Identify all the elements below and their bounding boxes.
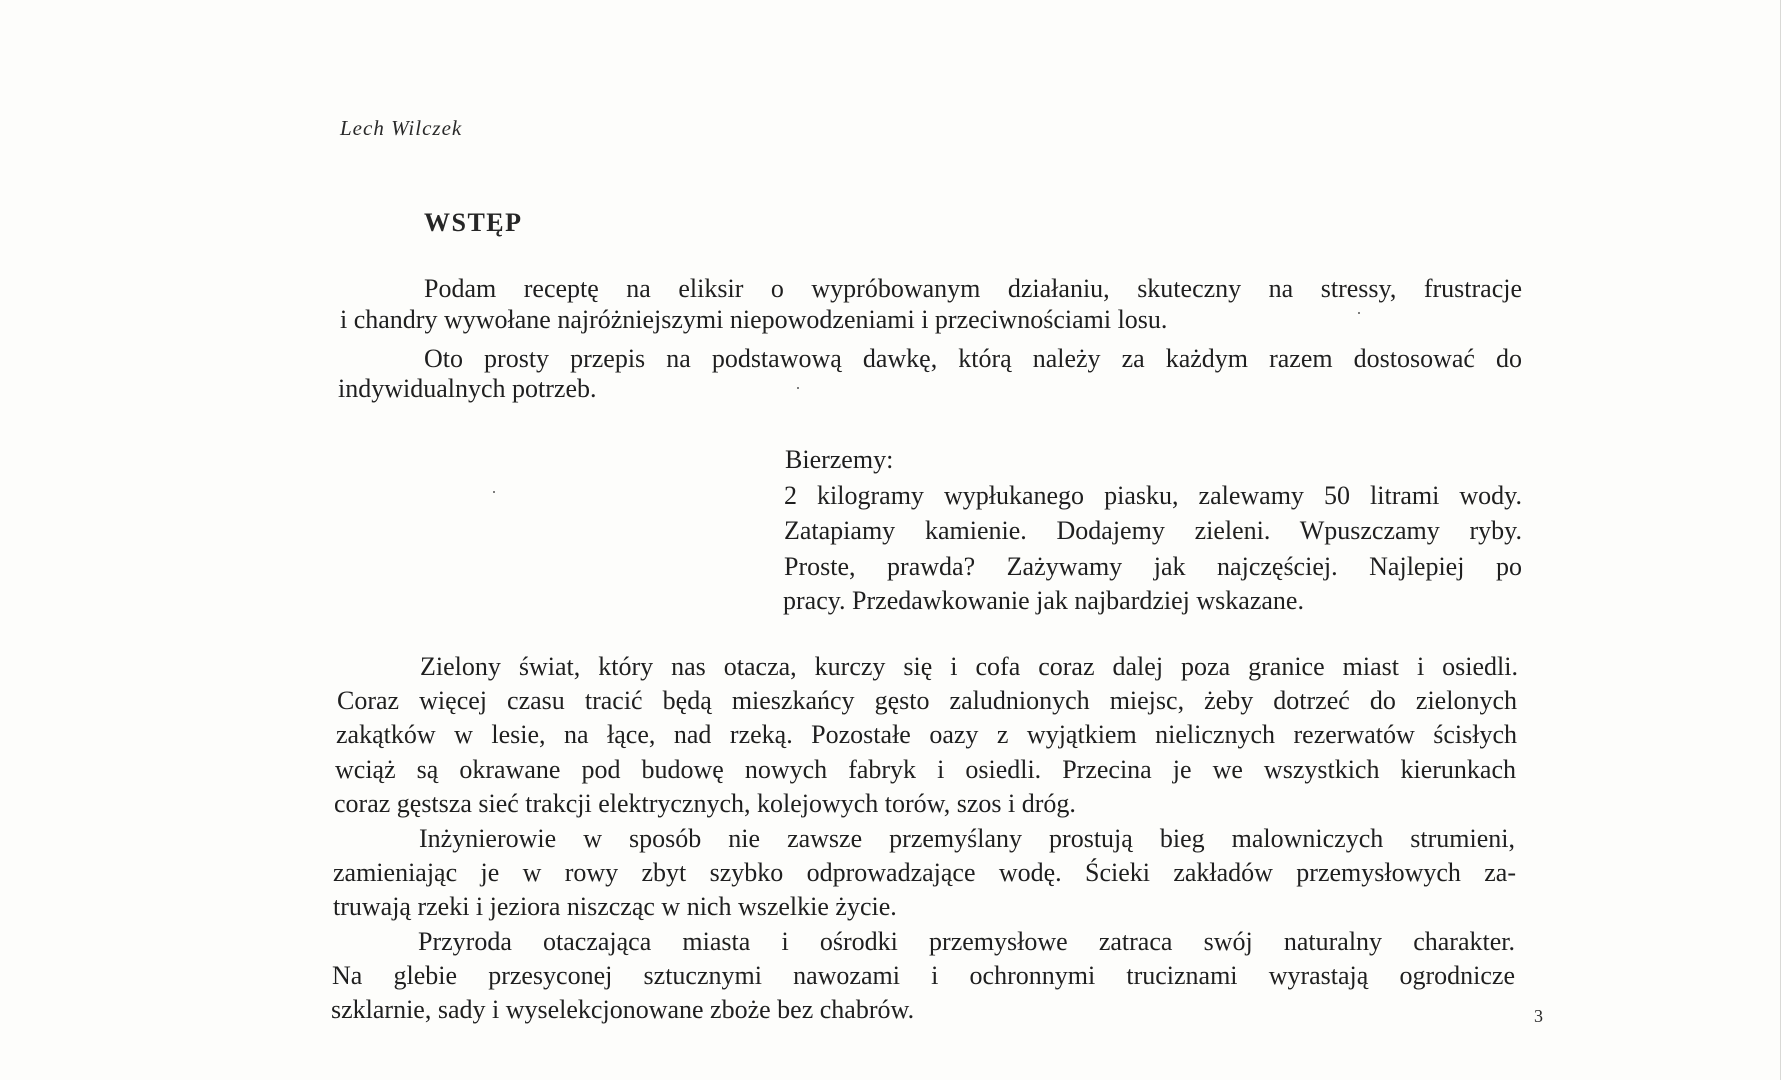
- running-header-author: Lech Wilczek: [340, 116, 463, 140]
- print-speck: [493, 491, 495, 493]
- body-line: Inżynierowie w sposób nie zawsze przemyślany prostują bieg malowniczych strumieni,: [419, 824, 1515, 853]
- intro-line: indywidualnych potrzeb.: [338, 374, 597, 403]
- chapter-heading: WSTĘP: [424, 208, 523, 237]
- body-line: Przyroda otaczająca miasta i ośrodki przemysłowe zatraca swój naturalny charakter.: [418, 927, 1515, 956]
- print-speck: [797, 387, 799, 389]
- intro-line: Podam receptę na eliksir o wypróbowanym działaniu, skuteczny na stressy, frustracje: [424, 274, 1522, 303]
- recipe-line: pracy. Przedawkowanie jak najbardziej wskazane.: [783, 586, 1304, 615]
- body-line: wciąż są okrawane pod budowę nowych fabryk i osiedli. Przecina je we wszystkich kierunkach: [335, 755, 1516, 784]
- print-speck: [1358, 312, 1360, 314]
- recipe-line: Proste, prawda? Zażywamy jak najczęściej. Najlepiej po: [784, 552, 1522, 581]
- body-line: truwają rzeki i jeziora niszcząc w nich wszelkie życie.: [333, 892, 897, 921]
- body-line: zakątków w lesie, na łące, nad rzeką. Pozostałe oazy z wyjątkiem nielicznych rezerwatów ścisłych: [336, 720, 1517, 749]
- body-line: szklarnie, sady i wyselekcjonowane zboże bez chabrów.: [331, 995, 915, 1024]
- body-line: Coraz więcej czasu tracić będą mieszkańcy gęsto zaludnionych miejsc, żeby dotrzeć do zielonych: [337, 686, 1517, 715]
- body-line: Zielony świat, który nas otacza, kurczy się i cofa coraz dalej poza granice miast i osiedli.: [420, 652, 1518, 681]
- intro-line: Oto prosty przepis na podstawową dawkę, którą należy za każdym razem dostosować do: [424, 344, 1522, 373]
- page-number: 3: [1534, 1006, 1543, 1026]
- body-line: Na glebie przesyconej sztucznymi nawozami i ochronnymi truciznami wyrastają ogrodnicze: [332, 961, 1515, 990]
- intro-line: i chandry wywołane najróżniejszymi niepowodzeniami i przeciwnościami losu.: [340, 305, 1168, 334]
- body-line: coraz gęstsza sieć trakcji elektrycznych, kolejowych torów, szos i dróg.: [334, 789, 1076, 818]
- body-line: zamieniając je w rowy zbyt szybko odprowadzające wodę. Ścieki zakładów przemysłowych za-: [333, 858, 1516, 887]
- recipe-line: Bierzemy:: [785, 445, 894, 474]
- recipe-line: 2 kilogramy wypłukanego piasku, zalewamy 50 litrami wody.: [784, 481, 1522, 510]
- recipe-line: Zatapiamy kamienie. Dodajemy zieleni. Wpuszczamy ryby.: [784, 516, 1522, 545]
